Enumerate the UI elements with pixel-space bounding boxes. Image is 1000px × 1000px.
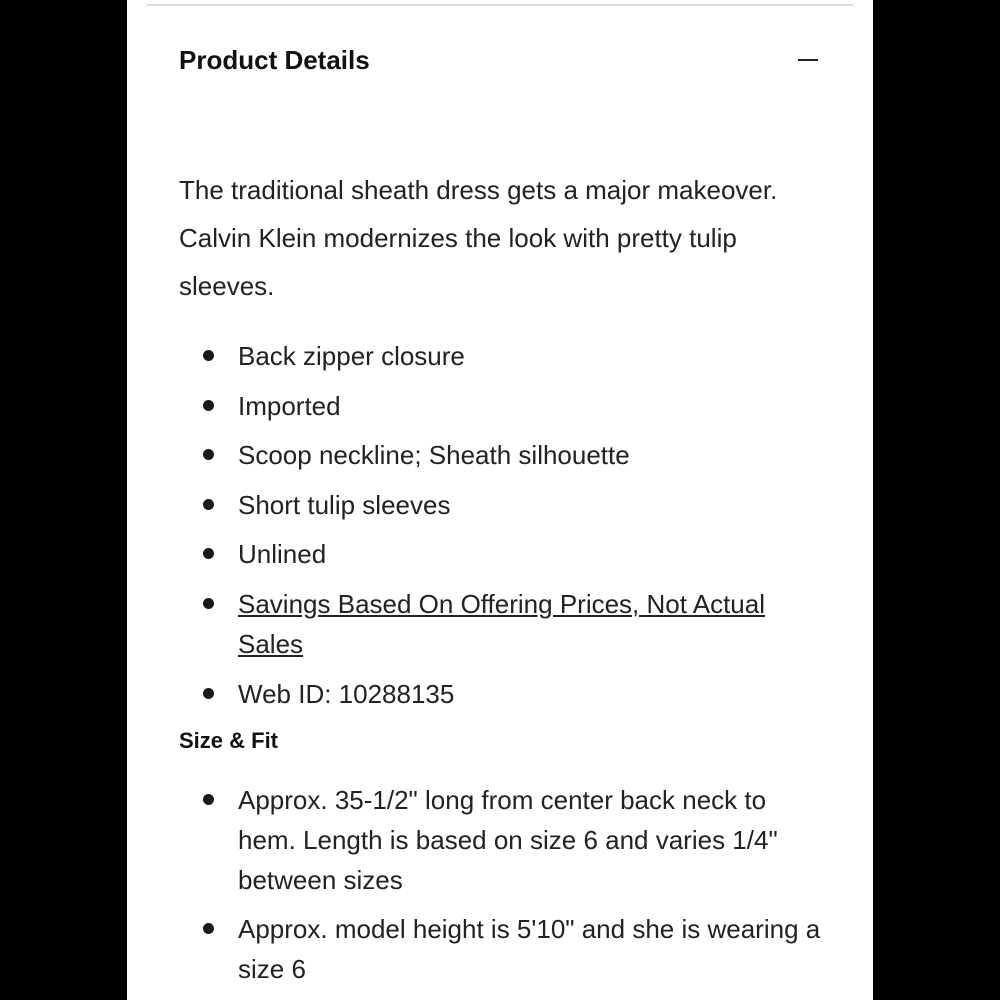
size-fit-list (179, 780, 829, 998)
section-title: Product Details (179, 44, 370, 75)
list-item (179, 386, 829, 426)
list-item (179, 780, 829, 900)
list-item (179, 485, 829, 525)
list-item-text: Back zipper closure (238, 341, 465, 371)
list-item (179, 435, 829, 475)
list-item (179, 674, 829, 714)
list-item (179, 909, 829, 989)
list-item (179, 584, 829, 664)
list-item-text: Short tulip sleeves (238, 489, 451, 520)
list-item-text: Unlined (238, 539, 327, 570)
product-details-panel (127, 0, 873, 1000)
list-item-text: Imported (238, 390, 341, 421)
product-details-list (179, 336, 829, 723)
list-item-text: Scoop neckline; Sheath silhouette (238, 440, 630, 471)
web-id: Web ID: 10288135 (238, 678, 455, 709)
list-item-text: Approx. model height is 5'10" and she is wearing a size 6 (238, 914, 821, 984)
list-item (179, 336, 829, 376)
product-details-header[interactable] (179, 40, 821, 80)
list-item-text: Approx. 35-1/2" long from center back neck to hem. Length is based on size 6 and varies 1/4" between sizes (238, 785, 778, 895)
minus-icon[interactable] (795, 47, 821, 73)
list-item (179, 534, 829, 574)
product-description: The traditional sheath dress gets a major makeover. Calvin Klein modernizes the look with pretty tulip sleeves. (179, 175, 778, 301)
divider (147, 4, 853, 6)
size-fit-heading: Size & Fit (179, 728, 279, 753)
savings-policy-link[interactable]: Savings Based On Offering Prices, Not Actual Sales (238, 588, 766, 659)
